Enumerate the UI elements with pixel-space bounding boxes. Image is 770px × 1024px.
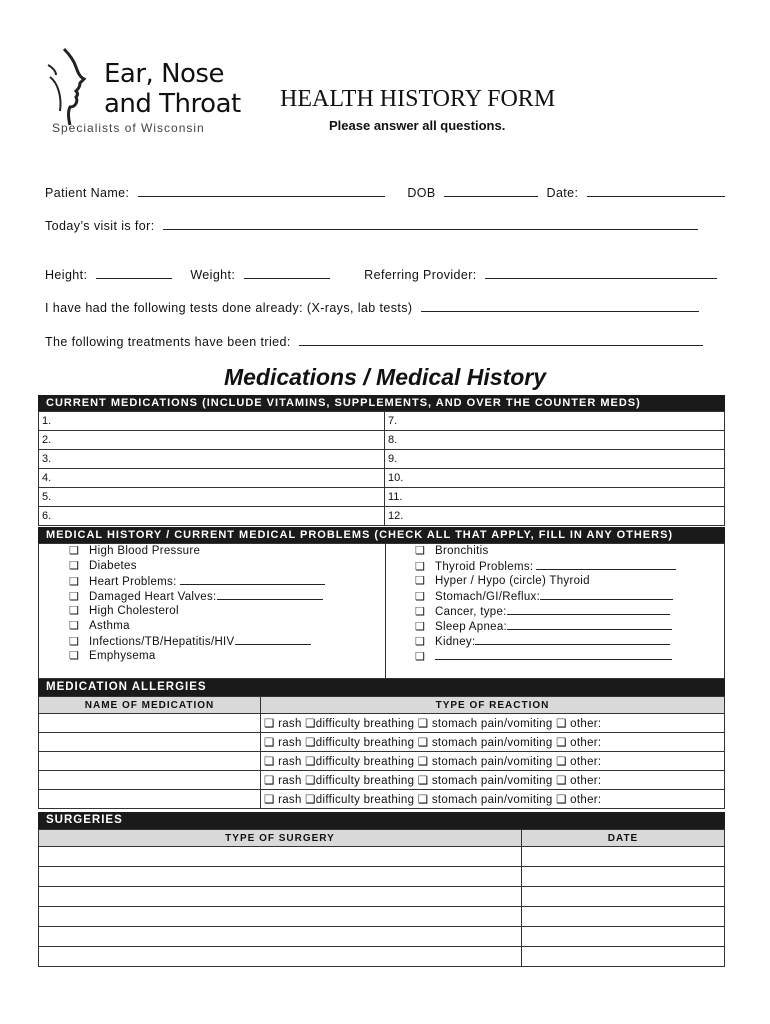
condition-heart-problems[interactable] <box>69 574 325 589</box>
surgery-type-cell[interactable] <box>39 867 522 887</box>
condition-thyroid-problems[interactable] <box>415 559 676 574</box>
allergy-reaction-cell[interactable]: ❑ rash ❑difficulty breathing ❑ stomach pain/vomiting ❑ other: <box>261 733 725 752</box>
condition-asthma[interactable] <box>69 619 325 634</box>
condition-label: Hyper / Hypo (circle) Thyroid <box>435 575 590 587</box>
condition-stomach-gi-reflux[interactable] <box>415 589 676 604</box>
surgery-date-cell[interactable] <box>522 867 725 887</box>
condition-label: High Cholesterol <box>89 605 179 617</box>
allergy-name-cell[interactable] <box>39 733 261 752</box>
height-label: Height: <box>45 268 88 282</box>
logo <box>40 45 240 140</box>
med-cell[interactable]: 5. <box>39 488 385 507</box>
condition-sleep-apnea[interactable] <box>415 619 676 634</box>
heart-valves-field[interactable] <box>217 589 323 600</box>
condition-label: Bronchitis <box>435 545 489 557</box>
treatments-row <box>45 333 725 349</box>
condition-other[interactable] <box>415 649 676 664</box>
cancer-field[interactable] <box>507 604 670 615</box>
surgery-type-header: TYPE OF SURGERY <box>39 830 522 847</box>
condition-infections[interactable] <box>69 634 325 649</box>
surgery-date-cell[interactable] <box>522 947 725 967</box>
med-cell[interactable]: 12. <box>385 507 725 526</box>
med-cell[interactable]: 8. <box>385 431 725 450</box>
profile-silhouette-icon <box>44 47 94 127</box>
checkbox-icon[interactable]: ❑ <box>415 621 426 633</box>
current-medications-table <box>38 411 725 526</box>
checkbox-icon[interactable]: ❑ <box>69 591 80 603</box>
condition-diabetes[interactable] <box>69 559 325 574</box>
medical-history-header: MEDICAL HISTORY / CURRENT MEDICAL PROBLEMS (CHECK ALL THAT APPLY, FILL IN ANY OTHERS) <box>38 527 725 543</box>
med-cell[interactable]: 1. <box>39 412 385 431</box>
allergy-name-cell[interactable] <box>39 752 261 771</box>
medication-allergies-header: MEDICATION ALLERGIES <box>38 679 725 696</box>
condition-high-blood-pressure[interactable] <box>69 544 325 559</box>
condition-label: Stomach/GI/Reflux: <box>435 591 541 603</box>
allergy-reaction-header: TYPE OF REACTION <box>261 697 725 714</box>
checkbox-icon[interactable]: ❑ <box>69 650 80 662</box>
visit-row <box>45 217 725 233</box>
med-cell[interactable]: 2. <box>39 431 385 450</box>
checkbox-icon[interactable]: ❑ <box>69 636 80 648</box>
condition-hyper-hypo-thyroid[interactable] <box>415 574 676 589</box>
surgery-date-cell[interactable] <box>522 887 725 907</box>
condition-label: High Blood Pressure <box>89 545 201 557</box>
stomach-field[interactable] <box>540 589 673 600</box>
visit-label: Today’s visit is for: <box>45 219 155 233</box>
med-cell[interactable]: 3. <box>39 450 385 469</box>
surgery-type-cell[interactable] <box>39 847 522 867</box>
kidney-field[interactable] <box>475 634 670 645</box>
referring-provider-field[interactable] <box>485 266 717 279</box>
checkbox-icon[interactable]: ❑ <box>415 575 426 587</box>
tests-label: I have had the following tests done already: (X-rays, lab tests) <box>45 301 413 315</box>
date-field[interactable] <box>587 184 725 197</box>
condition-label: Infections/TB/Hepatitis/HIV <box>89 636 235 648</box>
med-cell[interactable]: 11. <box>385 488 725 507</box>
logo-line-1: Ear, Nose <box>104 59 224 89</box>
current-medications-header: CURRENT MEDICATIONS (INCLUDE VITAMINS, SUPPLEMENTS, AND OVER THE COUNTER MEDS) <box>38 395 725 411</box>
logo-line-3: Specialists of Wisconsin <box>52 121 205 135</box>
visit-field[interactable] <box>163 217 698 230</box>
surgery-type-cell[interactable] <box>39 907 522 927</box>
treatments-label: The following treatments have been tried: <box>45 335 291 349</box>
surgeries-table <box>38 829 725 967</box>
height-field[interactable] <box>96 266 172 279</box>
checkbox-icon[interactable]: ❑ <box>415 636 426 648</box>
allergy-name-cell[interactable] <box>39 771 261 790</box>
condition-label: Cancer, type: <box>435 606 507 618</box>
allergy-reaction-cell[interactable]: ❑ rash ❑difficulty breathing ❑ stomach pain/vomiting ❑ other: <box>261 771 725 790</box>
allergy-reaction-cell[interactable]: ❑ rash ❑difficulty breathing ❑ stomach pain/vomiting ❑ other: <box>261 790 725 809</box>
weight-field[interactable] <box>244 266 330 279</box>
sleep-apnea-field[interactable] <box>507 619 672 630</box>
patient-name-row <box>45 184 725 200</box>
condition-label: Thyroid Problems: <box>435 561 534 573</box>
logo-line-2: and Throat <box>104 89 241 119</box>
med-cell[interactable]: 6. <box>39 507 385 526</box>
medical-history-divider <box>385 544 386 678</box>
med-cell[interactable]: 7. <box>385 412 725 431</box>
condition-high-cholesterol[interactable] <box>69 604 325 619</box>
medical-history-left-list <box>69 544 325 664</box>
checkbox-icon[interactable]: ❑ <box>69 605 80 617</box>
medical-history-right-list <box>415 544 676 664</box>
med-cell[interactable]: 4. <box>39 469 385 488</box>
checkbox-icon[interactable]: ❑ <box>69 560 80 572</box>
condition-emphysema[interactable] <box>69 649 325 664</box>
checkbox-icon[interactable]: ❑ <box>415 545 426 557</box>
condition-damaged-heart-valves[interactable] <box>69 589 325 604</box>
med-cell[interactable]: 10. <box>385 469 725 488</box>
surgery-date-cell[interactable] <box>522 847 725 867</box>
allergy-name-header: NAME OF MEDICATION <box>39 697 261 714</box>
surgery-date-cell[interactable] <box>522 927 725 947</box>
medical-history-box <box>38 543 725 679</box>
medications-section-title: Medications / Medical History <box>223 364 547 390</box>
tests-row <box>45 299 725 315</box>
surgery-type-cell[interactable] <box>39 887 522 907</box>
checkbox-icon[interactable]: ❑ <box>69 620 80 632</box>
checkbox-icon[interactable]: ❑ <box>69 545 80 557</box>
surgeries-header: SURGERIES <box>38 812 725 829</box>
other-condition-field[interactable] <box>435 649 672 660</box>
condition-label: Damaged Heart Valves: <box>89 591 217 603</box>
condition-cancer[interactable] <box>415 604 676 619</box>
condition-label: Diabetes <box>89 560 137 572</box>
heart-problems-field[interactable] <box>180 574 325 585</box>
dob-field[interactable] <box>444 184 538 197</box>
surgery-date-header: DATE <box>522 830 725 847</box>
checkbox-icon[interactable]: ❑ <box>415 651 426 663</box>
med-cell[interactable]: 9. <box>385 450 725 469</box>
form-title: HEALTH HISTORY FORM <box>280 86 556 112</box>
checkbox-icon[interactable]: ❑ <box>415 606 426 618</box>
allergy-reaction-cell[interactable]: ❑ rash ❑difficulty breathing ❑ stomach pain/vomiting ❑ other: <box>261 714 725 733</box>
condition-label: Heart Problems: <box>89 576 177 588</box>
condition-label: Emphysema <box>89 650 156 662</box>
dob-label: DOB <box>407 186 436 200</box>
height-weight-row <box>45 266 725 282</box>
checkbox-icon[interactable]: ❑ <box>69 576 80 588</box>
thyroid-field[interactable] <box>536 559 676 570</box>
tests-field[interactable] <box>421 299 699 312</box>
condition-bronchitis[interactable] <box>415 544 676 559</box>
checkbox-icon[interactable]: ❑ <box>415 591 426 603</box>
surgery-type-cell[interactable] <box>39 927 522 947</box>
allergies-table <box>38 696 725 809</box>
condition-label: Asthma <box>89 620 130 632</box>
condition-label: Kidney: <box>435 636 476 648</box>
condition-label: Sleep Apnea: <box>435 621 508 633</box>
weight-label: Weight: <box>190 268 236 282</box>
treatments-field[interactable] <box>299 333 703 346</box>
date-label: Date: <box>546 186 579 200</box>
patient-name-label: Patient Name: <box>45 186 130 200</box>
allergy-name-cell[interactable] <box>39 790 261 809</box>
allergy-reaction-cell[interactable]: ❑ rash ❑difficulty breathing ❑ stomach pain/vomiting ❑ other: <box>261 752 725 771</box>
surgery-type-cell[interactable] <box>39 947 522 967</box>
surgery-date-cell[interactable] <box>522 907 725 927</box>
referring-provider-label: Referring Provider: <box>364 268 477 282</box>
allergy-name-cell[interactable] <box>39 714 261 733</box>
checkbox-icon[interactable]: ❑ <box>415 561 426 573</box>
patient-name-field[interactable] <box>138 184 385 197</box>
infections-field[interactable] <box>235 634 311 645</box>
condition-kidney[interactable] <box>415 634 676 649</box>
form-subtitle: Please answer all questions. <box>329 118 506 133</box>
